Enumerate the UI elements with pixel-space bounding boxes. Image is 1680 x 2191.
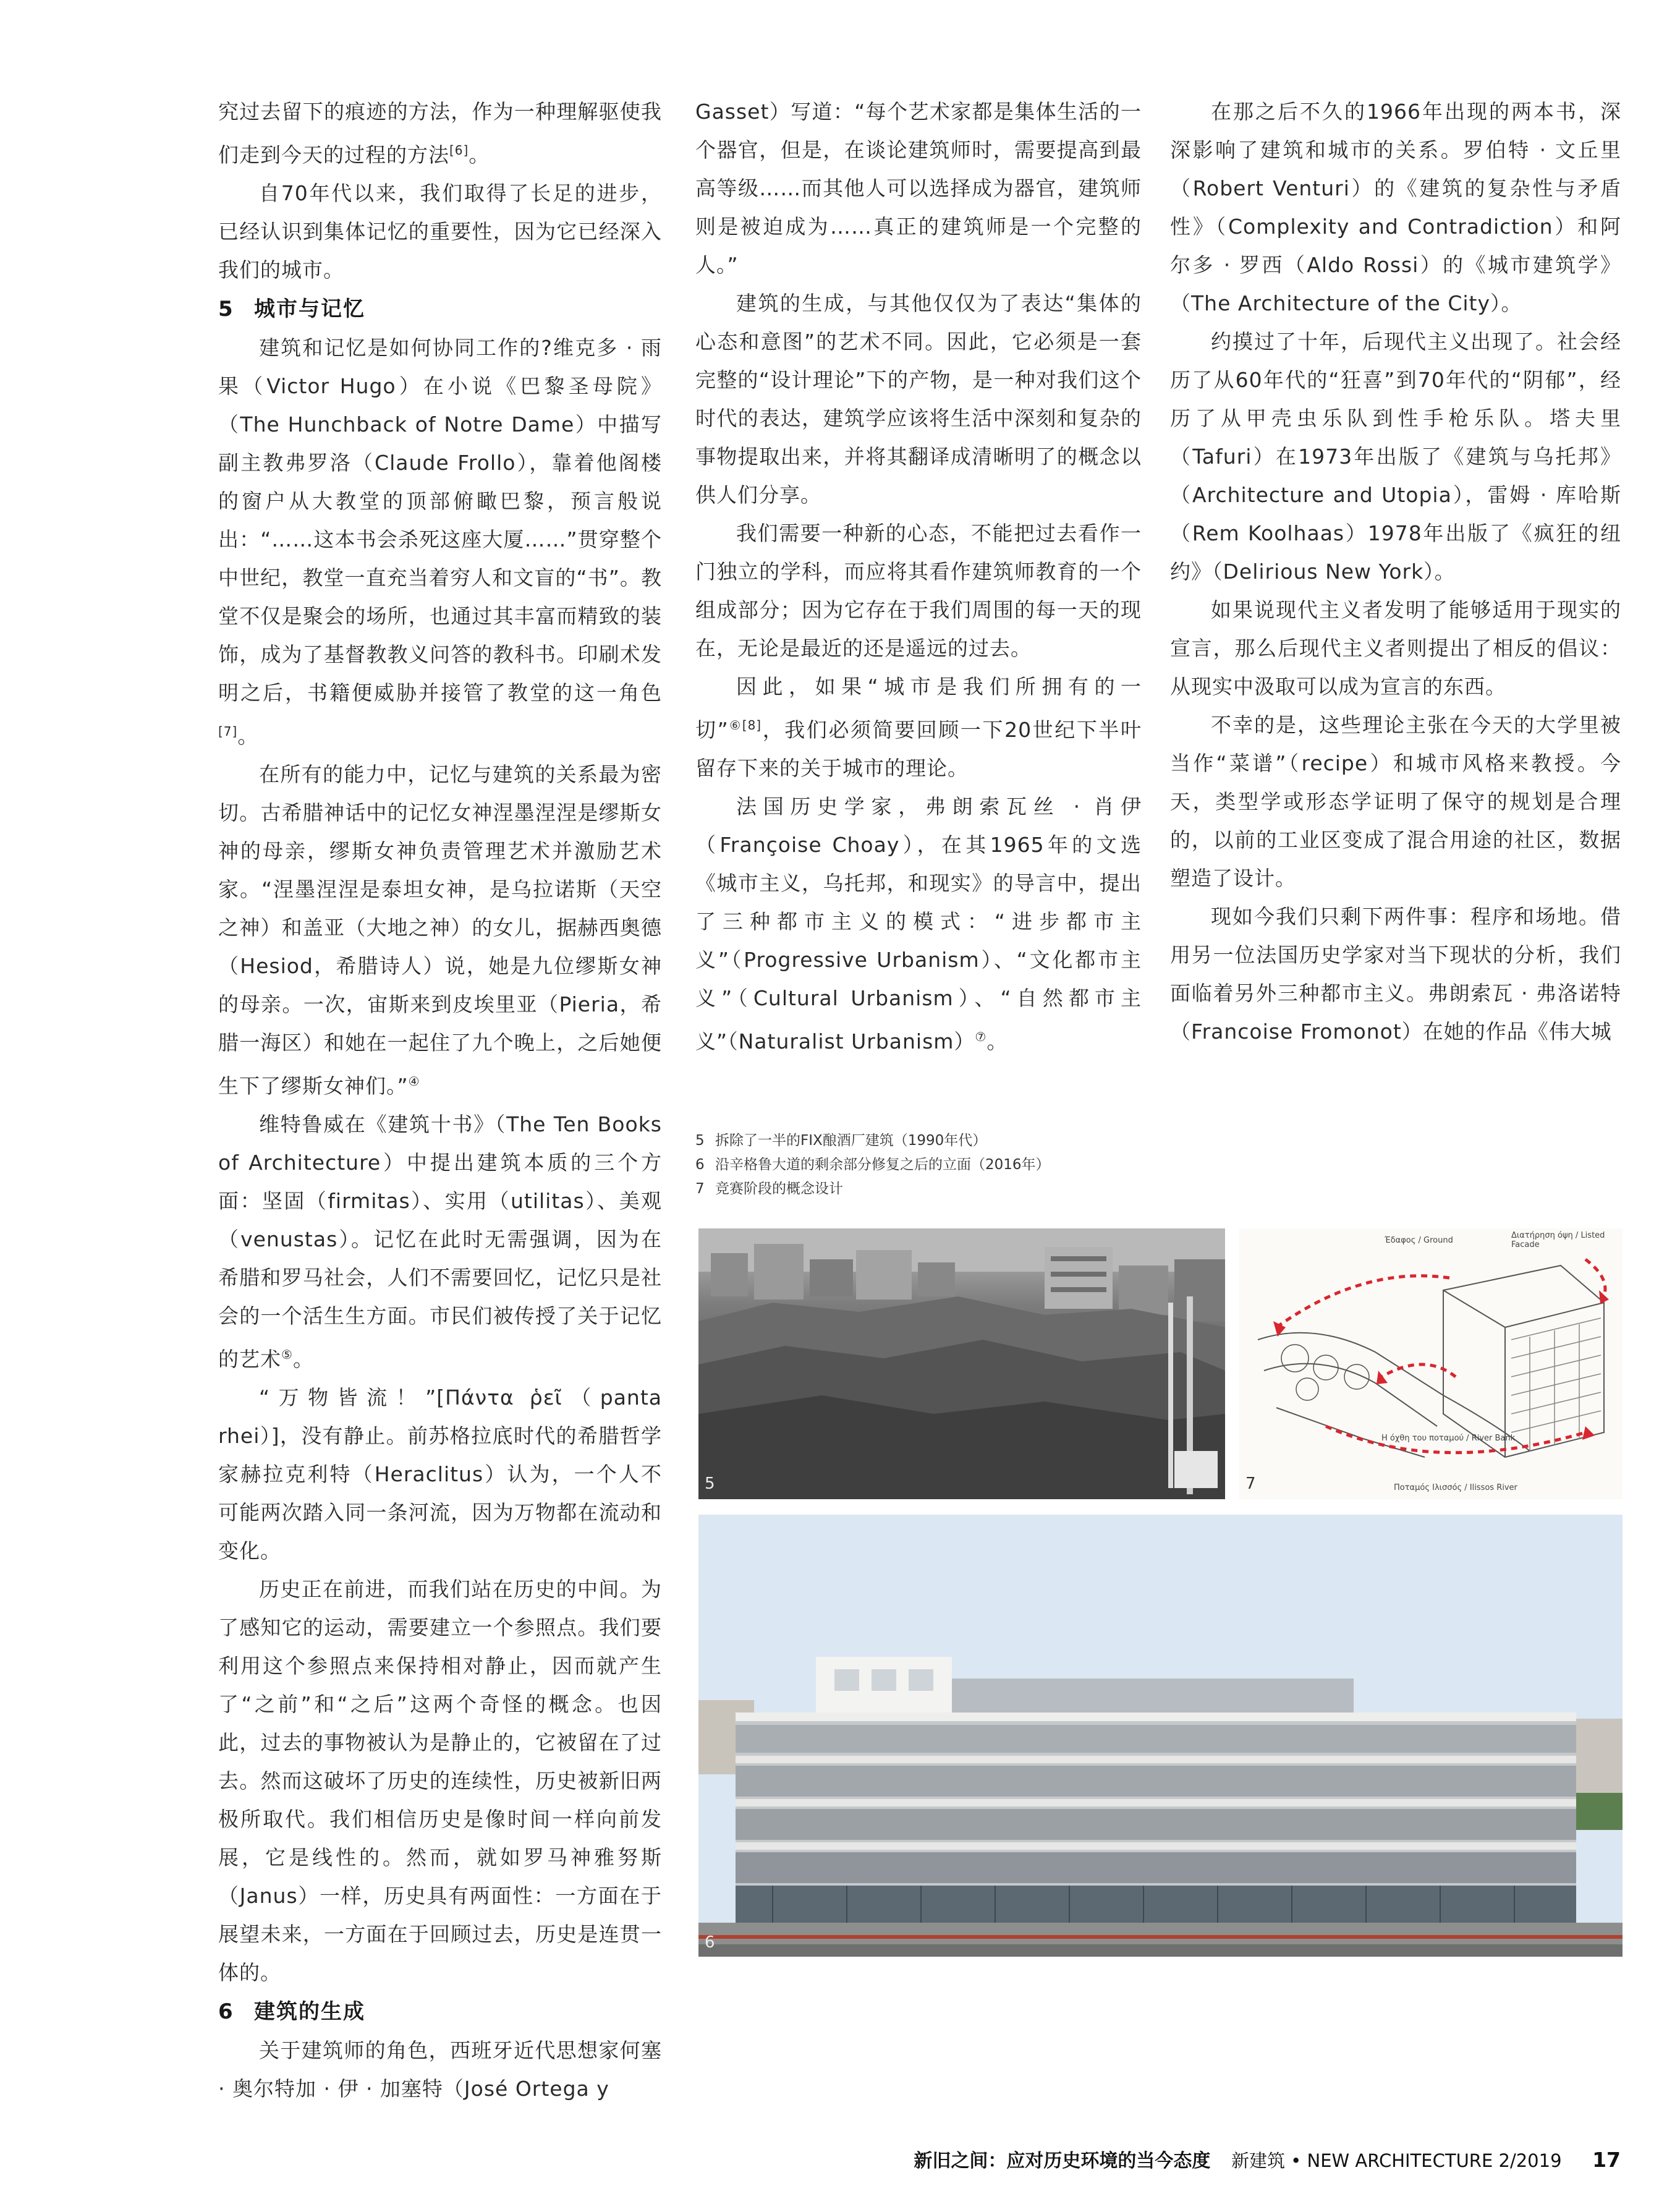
paragraph xyxy=(218,1570,662,1992)
paragraph-text: “万物皆流！”[Πάντα ῥεῖ（panta rhei）]，没有静止。前苏格拉底时代的希腊哲学家赫拉克利特（Heraclitus）认为，一个人不可能两次踏入同一条河流，因为万物都在流动和变化。 xyxy=(218,1385,662,1563)
paragraph-tail: ，我们必须简要回顾一下20世纪下半叶留存下来的关于城市的理论。 xyxy=(695,718,1142,780)
paragraph-text: 自70年代以来，我们取得了长足的进步，已经认识到集体记忆的重要性，因为它已经深入我们的城市。 xyxy=(218,181,662,282)
paragraph-text: 不幸的是，这些理论主张在今天的大学里被当作“菜谱”（recipe）和城市风格来教授。今天，类型学或形态学证明了保守的规划是合理的，以前的工业区变成了混合用途的社区，数据塑造了设计。 xyxy=(1170,713,1621,890)
concept-diagram xyxy=(1239,1228,1623,1499)
figure-number-5: 5 xyxy=(705,1474,715,1493)
page-number: 17 xyxy=(1592,2148,1621,2172)
paragraph xyxy=(218,755,662,1105)
journal-name: 新建筑 • NEW ARCHITECTURE 2/2019 xyxy=(1231,2150,1562,2171)
paragraph-text: 究过去留下的痕迹的方法，作为一种理解驱使我们走到今天的过程的方法 xyxy=(218,100,662,167)
annotation-ground: Έδαφος / Ground xyxy=(1385,1236,1453,1245)
paragraph-text: 现如今我们只剩下两件事：程序和场地。借用另一位法国历史学家对当下现状的分析，我们面临着另外三种都市主义。弗朗索瓦 · 弗洛诺特（Francoise Fromonot）在她的作品《伟大城 xyxy=(1170,904,1621,1044)
paragraph-tail: 。 xyxy=(237,724,259,748)
photo-demolished-factory xyxy=(698,1228,1225,1499)
paragraph xyxy=(695,668,1142,788)
text-column-3 xyxy=(1170,93,1621,1051)
demolition-scene xyxy=(698,1228,1225,1499)
footnote-ref: ⑤ xyxy=(281,1347,293,1362)
caption-6: 6 沿辛格鲁大道的剩余部分修复之后的立面（2016年） xyxy=(695,1157,1050,1173)
paragraph-text: 关于建筑师的角色，西班牙近代思想家何塞 · 奥尔特加 · 伊 · 加塞特（José Ortega y xyxy=(218,2038,662,2101)
annotation-facade: Διατήρηση όψη / Listed Facade xyxy=(1511,1231,1605,1249)
footnote-ref: ④ xyxy=(408,1074,420,1089)
annotation-river: Ποταμός Ιλισσός / Ilissos River xyxy=(1394,1483,1517,1492)
paragraph xyxy=(218,174,662,289)
paragraph-text: 约摸过了十年，后现代主义出现了。社会经历了从60年代的“狂喜”到70年代的“阴郁”，经历了从甲壳虫乐队到性手枪乐队。塔夫里（Tafuri）在1973年出版了《建筑与乌托邦》（Architecture and Utopia），雷姆 · 库哈斯（Rem Koolhaas）1978年出版了《疯狂的纽约》（Delirious New York）。 xyxy=(1170,330,1621,584)
photo-restored-facade xyxy=(698,1515,1623,1957)
paragraph-text: 建筑的生成，与其他仅仅为了表达“集体的心态和意图”的艺术不同。因此，它必须是一套完整的“设计理论”下的产物，是一种对我们这个时代的表达，建筑学应该将生活中深刻和复杂的事物提取出来，并将其翻译成清晰明了的概念以供人们分享。 xyxy=(695,291,1142,507)
text-column-2 xyxy=(695,93,1142,1061)
section-number: 6 xyxy=(218,1999,234,2024)
paragraph xyxy=(1170,591,1621,706)
figure-number-7: 7 xyxy=(1245,1474,1256,1493)
paragraph xyxy=(695,93,1142,284)
paragraph xyxy=(218,93,662,174)
concept-sketch xyxy=(1239,1228,1623,1499)
paragraph-text: Gasset）写道：“每个艺术家都是集体生活的一个器官，但是，在谈论建筑师时，需要提高到最高等级……而其他人可以选择成为器官，建筑师则是被迫成为……真正的建筑师是一个完整的人。” xyxy=(695,100,1142,277)
paragraph-text: 如果说现代主义者发明了能够适用于现实的宣言，那么后现代主义者则提出了相反的倡议：从现实中汲取可以成为宣言的东西。 xyxy=(1170,598,1621,699)
building-elevation xyxy=(698,1515,1623,1957)
section-number: 5 xyxy=(218,297,234,321)
annotation-river-bank: Η όχθη του ποταμού / River Bank xyxy=(1381,1434,1516,1443)
caption-7: 7 竞赛阶段的概念设计 xyxy=(695,1181,843,1197)
paragraph-tail: 。 xyxy=(986,1029,1008,1053)
paragraph xyxy=(218,2031,662,2108)
paragraph xyxy=(695,284,1142,514)
text-column-1 xyxy=(218,93,662,2108)
paragraph-text: 因此，如果“城市是我们所拥有的一切” xyxy=(695,674,1142,742)
section-heading xyxy=(218,1992,662,2031)
footnote-ref: ⑥[8] xyxy=(728,718,762,733)
footnote-ref: [6] xyxy=(449,143,469,158)
paragraph xyxy=(1170,706,1621,898)
paragraph xyxy=(218,329,662,755)
paragraph xyxy=(1170,93,1621,323)
paragraph-text: 法国历史学家，弗朗索瓦丝 · 肖伊（Françoise Choay），在其1965年的文选《城市主义，乌托邦，和现实》的导言中，提出了三种都市主义的模式：“进步都市主义”（Progressive Urbanism）、“文化都市主义”（Cultural Urbanism）、“自然都市主义”（Naturalist Urbanism） xyxy=(695,794,1142,1053)
paragraph-text: 在所有的能力中，记忆与建筑的关系最为密切。古希腊神话中的记忆女神涅墨涅涅是缪斯女神的母亲，缪斯女神负责管理艺术并激励艺术家。“涅墨涅涅是泰坦女神，是乌拉诺斯（天空之神）和盖亚（大地之神）的女儿，据赫西奥德（Hesiod，希腊诗人）说，她是九位缪斯女神的母亲。一次，宙斯来到皮埃里亚（Pieria，希腊一海区）和她在一起住了九个晚上，之后她便生下了缪斯女神们。” xyxy=(218,762,662,1098)
paragraph-text: 历史正在前进，而我们站在历史的中间。为了感知它的运动，需要建立一个参照点。我们要利用这个参照点来保持相对静止，因而就产生了“之前”和“之后”这两个奇怪的概念。也因此，过去的事物被认为是静止的，它被留在了过去。然而这破坏了历史的连续性，历史被新旧两极所取代。我们相信历史是像时间一样向前发展，它是线性的。然而，就如罗马神雅努斯（Janus）一样，历史具有两面性：一方面在于展望未来，一方面在于回顾过去，历史是连贯一体的。 xyxy=(218,1577,662,1985)
paragraph-tail: 。 xyxy=(469,143,490,167)
paragraph xyxy=(218,1105,662,1379)
paragraph xyxy=(695,788,1142,1061)
page-footer xyxy=(914,2145,1621,2172)
section-title: 城市与记忆 xyxy=(254,297,365,321)
paragraph xyxy=(218,1379,662,1570)
paragraph xyxy=(695,514,1142,668)
flow-arrows xyxy=(1276,1259,1605,1453)
paragraph-tail: 。 xyxy=(292,1347,314,1371)
section-heading xyxy=(218,289,662,329)
paragraph-text: 我们需要一种新的心态，不能把过去看作一门独立的学科，而应将其看作建筑师教育的一个组成部分；因为它存在于我们周围的每一天的现在，无论是最近的还是遥远的过去。 xyxy=(695,521,1142,660)
figure-number-6: 6 xyxy=(705,1933,715,1952)
paragraph-text: 在那之后不久的1966年出现的两本书，深深影响了建筑和城市的关系。罗伯特 · 文丘里（Robert Venturi）的《建筑的复杂性与矛盾性》（Complexity and Contradiction）和阿尔多 · 罗西（Aldo Rossi）的《城市建筑学》（The Architecture of the City）。 xyxy=(1170,100,1621,315)
paragraph xyxy=(1170,898,1621,1051)
figure-captions xyxy=(695,1129,1252,1201)
footnote-ref: [7] xyxy=(218,724,238,739)
running-title: 新旧之间：应对历史环境的当今态度 xyxy=(914,2150,1211,2172)
section-title: 建筑的生成 xyxy=(254,1999,365,2024)
footnote-ref: ⑦ xyxy=(975,1029,987,1044)
paragraph-text: 维特鲁威在《建筑十书》（The Ten Books of Architecture）中提出建筑本质的三个方面：坚固（firmitas）、实用（utilitas）、美观（venustas）。记忆在此时无需强调，因为在希腊和罗马社会，人们不需要回忆，记忆只是社会的一个活生生方面。市民们被传授了关于记忆的艺术 xyxy=(218,1112,662,1371)
paragraph xyxy=(1170,323,1621,591)
paragraph-text: 建筑和记忆是如何协同工作的?维克多 · 雨果（Victor Hugo）在小说《巴黎圣母院》（The Hunchback of Notre Dame）中描写副主教弗罗洛（Claude Frollo），靠着他阁楼的窗户从大教堂的顶部俯瞰巴黎，预言般说出：“……这本书会杀死这座大厦……”贯穿整个中世纪，教堂一直充当着穷人和文盲的“书”。教堂不仅是聚会的场所，也通过其丰富而精致的装饰，成为了基督教教义问答的教科书。印刷术发明之后，书籍便威胁并接管了教堂的这一角色 xyxy=(218,336,662,705)
caption-5: 5 拆除了一半的FIX酿酒厂建筑（1990年代） xyxy=(695,1133,987,1149)
